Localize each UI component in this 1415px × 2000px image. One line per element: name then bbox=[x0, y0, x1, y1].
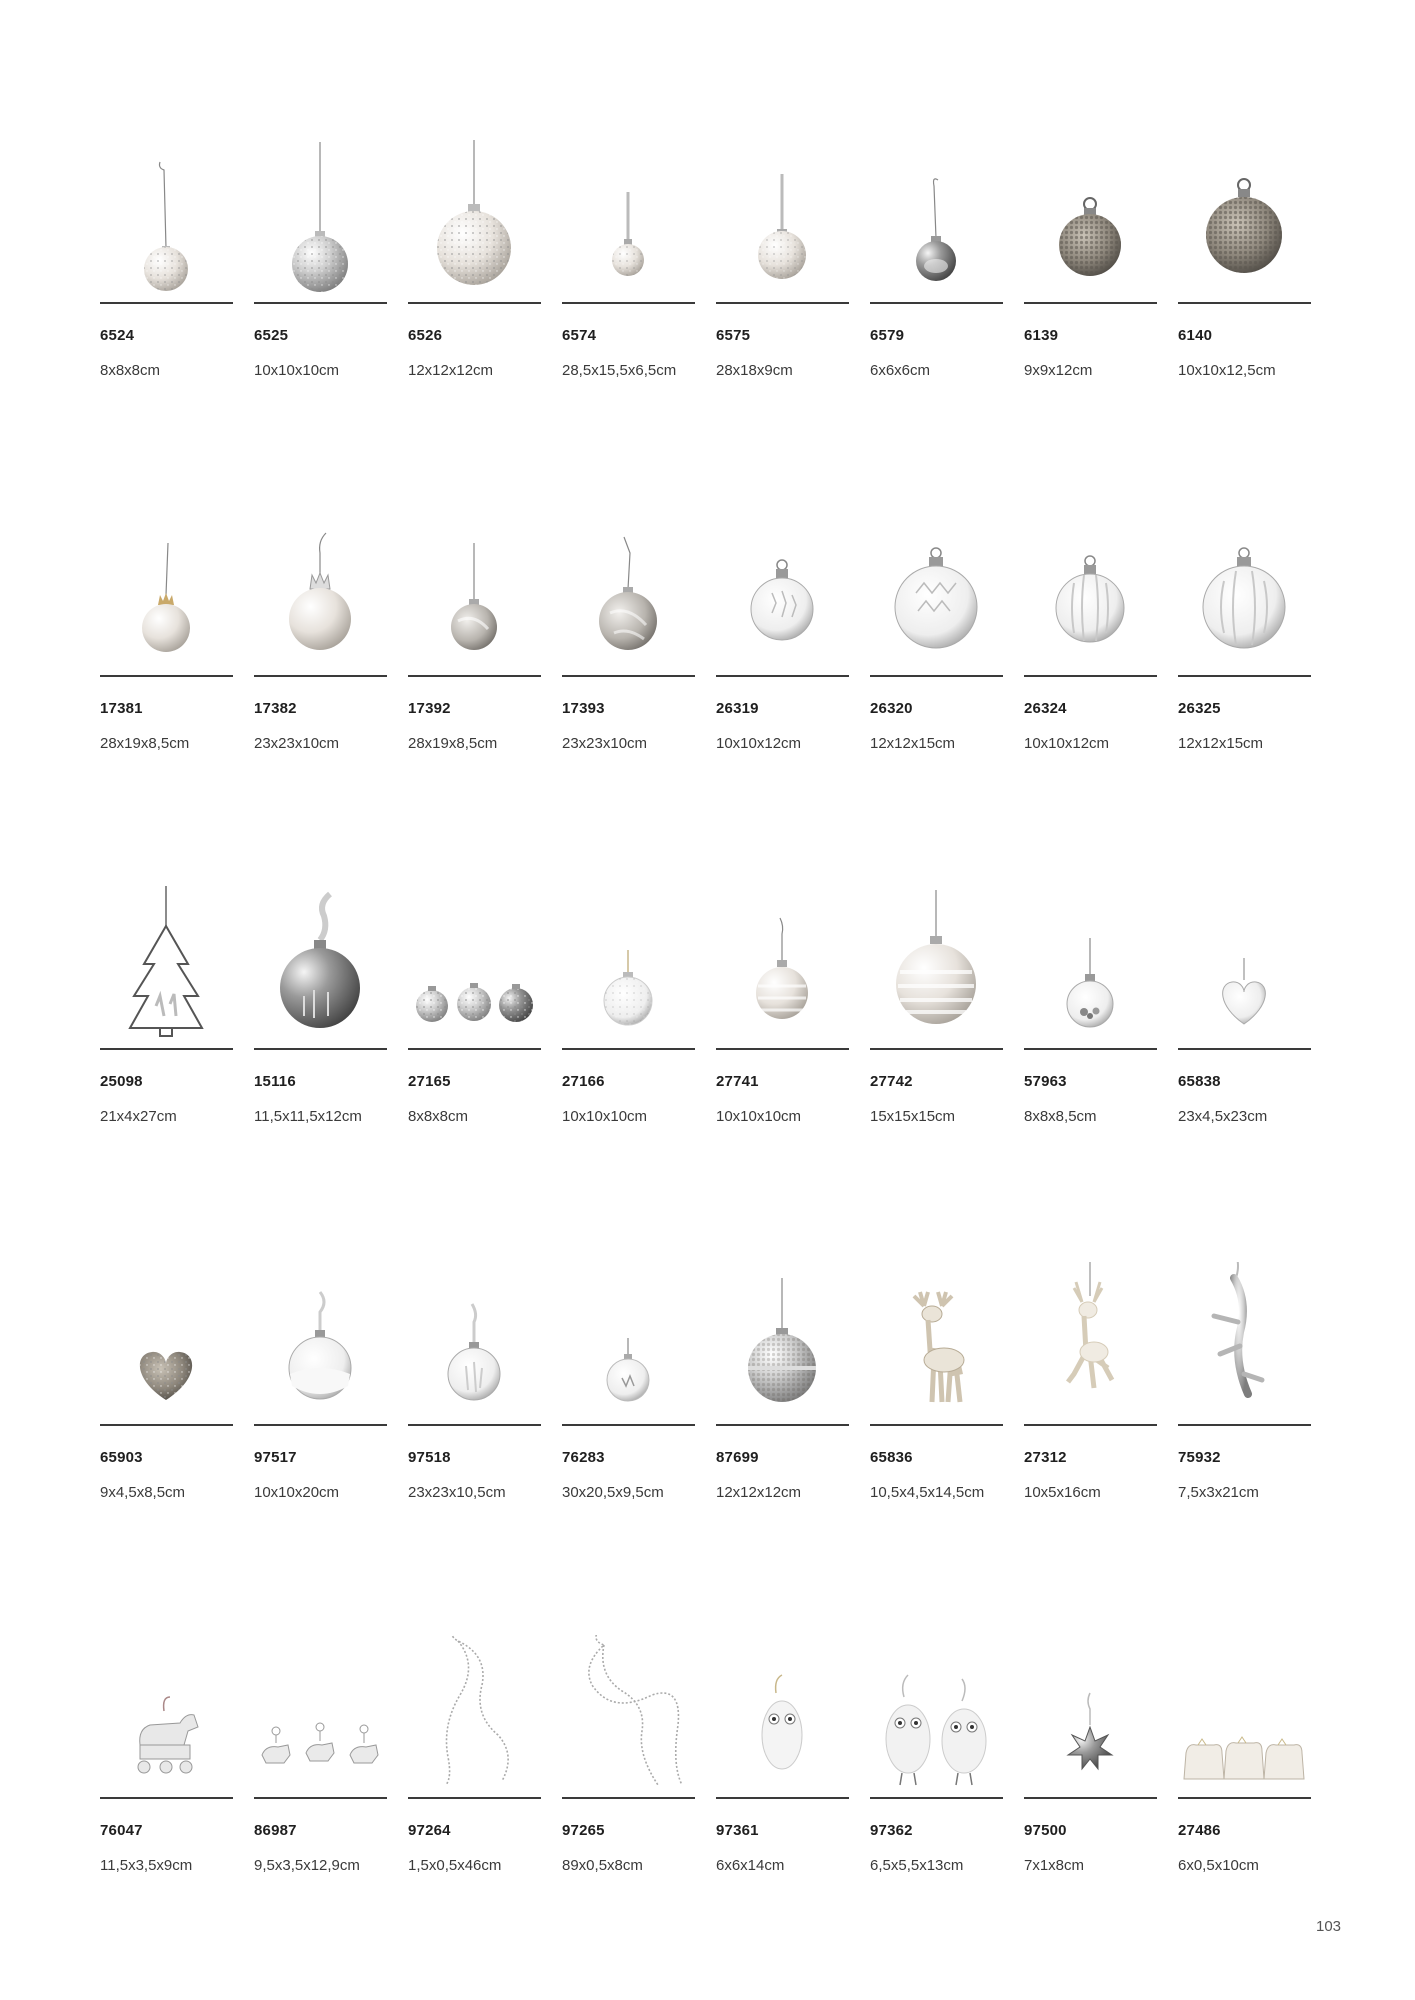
product-row-4 bbox=[0, 1262, 1415, 1562]
product-size: 8x8x8,5cm bbox=[1024, 1108, 1097, 1125]
ball-ornament-icon bbox=[716, 140, 849, 300]
reindeer-ornament-icon bbox=[1024, 1262, 1157, 1422]
product-size: 6x0,5x10cm bbox=[1178, 1857, 1259, 1874]
product-size: 12x12x12cm bbox=[408, 362, 494, 379]
product-size: 15x15x15cm bbox=[870, 1108, 956, 1125]
product-code: 25098 bbox=[100, 1073, 143, 1090]
product-code: 27486 bbox=[1178, 1822, 1221, 1839]
product-code: 86987 bbox=[254, 1822, 297, 1839]
product-code: 97500 bbox=[1024, 1822, 1067, 1839]
product-86987[interactable] bbox=[254, 1635, 387, 1935]
silver-ball-ornament-icon bbox=[254, 886, 387, 1046]
product-size: 10,5x4,5x14,5cm bbox=[870, 1484, 985, 1501]
reindeer-figurine-icon bbox=[870, 1262, 1003, 1422]
product-code: 17382 bbox=[254, 700, 297, 717]
product-code: 97361 bbox=[716, 1822, 759, 1839]
product-97361[interactable] bbox=[716, 1635, 849, 1935]
beaded-ball-ornament-icon bbox=[1178, 140, 1311, 300]
product-code: 27312 bbox=[1024, 1449, 1067, 1466]
product-17381[interactable] bbox=[100, 513, 233, 813]
product-code: 57963 bbox=[1024, 1073, 1067, 1090]
product-row-2 bbox=[0, 513, 1415, 813]
product-size: 89x0,5x8cm bbox=[562, 1857, 643, 1874]
clear-ball-ornament-icon bbox=[1024, 886, 1157, 1046]
product-code: 75932 bbox=[1178, 1449, 1221, 1466]
product-26325[interactable] bbox=[1178, 513, 1311, 813]
glitter-ball-ornament-icon bbox=[254, 140, 387, 300]
product-size: 12x12x15cm bbox=[870, 735, 956, 752]
product-code: 65836 bbox=[870, 1449, 913, 1466]
product-97265[interactable] bbox=[562, 1635, 695, 1935]
product-code: 27166 bbox=[562, 1073, 605, 1090]
product-27742[interactable] bbox=[870, 886, 1003, 1186]
product-row-1 bbox=[0, 140, 1415, 440]
product-97264[interactable] bbox=[408, 1635, 541, 1935]
product-size: 28x18x9cm bbox=[716, 362, 793, 379]
crown-ball-ornament-icon bbox=[100, 513, 233, 673]
product-size: 9x4,5x8,5cm bbox=[100, 1484, 186, 1501]
product-size: 21x4x27cm bbox=[100, 1108, 177, 1125]
product-size: 10x10x10cm bbox=[716, 1108, 802, 1125]
product-code: 6579 bbox=[870, 327, 905, 344]
glitter-ball-ornament-icon bbox=[870, 886, 1003, 1046]
silver-ball-ornament-icon bbox=[716, 1262, 849, 1422]
snow-ball-ornament-icon bbox=[254, 1262, 387, 1422]
product-code: 97264 bbox=[408, 1822, 451, 1839]
product-code: 97265 bbox=[562, 1822, 605, 1839]
product-6139[interactable] bbox=[1024, 140, 1157, 440]
heart-ornament-icon bbox=[1178, 886, 1311, 1046]
product-size: 11,5x11,5x12cm bbox=[254, 1108, 362, 1125]
product-size: 23x23x10cm bbox=[254, 735, 340, 752]
product-code: 65903 bbox=[100, 1449, 143, 1466]
product-size: 1,5x0,5x46cm bbox=[408, 1857, 502, 1874]
frosted-ball-ornament-icon bbox=[562, 886, 695, 1046]
marbled-ball-ornament-icon bbox=[408, 513, 541, 673]
product-17393[interactable] bbox=[562, 513, 695, 813]
product-code: 76283 bbox=[562, 1449, 605, 1466]
product-6574[interactable] bbox=[562, 140, 695, 440]
product-size: 28x19x8,5cm bbox=[408, 735, 498, 752]
owl-pair-ornament-icon bbox=[870, 1635, 1003, 1795]
product-code: 6574 bbox=[562, 327, 597, 344]
product-size: 10x10x20cm bbox=[254, 1484, 340, 1501]
clear-ball-ornament-icon bbox=[716, 513, 849, 673]
product-size: 10x10x10cm bbox=[254, 362, 340, 379]
striped-ball-ornament-icon bbox=[1024, 513, 1157, 673]
product-6575[interactable] bbox=[716, 140, 849, 440]
product-code: 15116 bbox=[254, 1073, 296, 1090]
product-code: 76047 bbox=[100, 1822, 143, 1839]
product-27312[interactable] bbox=[1024, 1262, 1157, 1562]
product-65903[interactable] bbox=[100, 1262, 233, 1562]
bead-garland-icon bbox=[562, 1635, 695, 1795]
product-code: 6140 bbox=[1178, 327, 1213, 344]
product-27166[interactable] bbox=[562, 886, 695, 1186]
product-code: 26325 bbox=[1178, 700, 1221, 717]
product-row-5 bbox=[0, 1635, 1415, 1935]
product-code: 27165 bbox=[408, 1073, 451, 1090]
small-ball-ornament-icon bbox=[562, 140, 695, 300]
product-27486[interactable] bbox=[1178, 1635, 1311, 1935]
product-size: 10x10x12cm bbox=[1024, 735, 1110, 752]
product-75932[interactable] bbox=[1178, 1262, 1311, 1562]
page-number: 103 bbox=[1316, 1918, 1342, 1935]
product-size: 6,5x5,5x13cm bbox=[870, 1857, 964, 1874]
product-code: 6525 bbox=[254, 327, 289, 344]
product-17392[interactable] bbox=[408, 513, 541, 813]
product-size: 10x10x10cm bbox=[562, 1108, 648, 1125]
product-15116[interactable] bbox=[254, 886, 387, 1186]
product-size: 6x6x14cm bbox=[716, 1857, 785, 1874]
product-97500[interactable] bbox=[1024, 1635, 1157, 1935]
product-code: 87699 bbox=[716, 1449, 759, 1466]
glitter-ball-ornament-icon bbox=[100, 140, 233, 300]
product-size: 7x1x8cm bbox=[1024, 1857, 1085, 1874]
product-row-3 bbox=[0, 886, 1415, 1186]
product-code: 26319 bbox=[716, 700, 759, 717]
product-65836[interactable] bbox=[870, 1262, 1003, 1562]
glitter-ball-ornament-icon bbox=[716, 886, 849, 1046]
tree-ornament-icon bbox=[100, 886, 233, 1046]
clear-ball-ornament-icon bbox=[408, 1262, 541, 1422]
product-code: 97362 bbox=[870, 1822, 913, 1839]
product-size: 8x8x8cm bbox=[408, 1108, 469, 1125]
product-code: 6526 bbox=[408, 327, 443, 344]
product-code: 27741 bbox=[716, 1073, 759, 1090]
product-6525[interactable] bbox=[254, 140, 387, 440]
product-26320[interactable] bbox=[870, 513, 1003, 813]
clear-ball-ornament-icon bbox=[870, 513, 1003, 673]
antler-ornament-icon bbox=[1178, 1262, 1311, 1422]
animal-clips-icon bbox=[254, 1635, 387, 1795]
beaded-ball-ornament-icon bbox=[1024, 140, 1157, 300]
product-size: 9x9x12cm bbox=[1024, 362, 1093, 379]
product-code: 27742 bbox=[870, 1073, 913, 1090]
product-code: 6139 bbox=[1024, 327, 1059, 344]
product-27741[interactable] bbox=[716, 886, 849, 1186]
product-17382[interactable] bbox=[254, 513, 387, 813]
product-65838[interactable] bbox=[1178, 886, 1311, 1186]
product-code: 97517 bbox=[254, 1449, 297, 1466]
product-76047[interactable] bbox=[100, 1635, 233, 1935]
product-code: 65838 bbox=[1178, 1073, 1221, 1090]
product-size: 28x19x8,5cm bbox=[100, 735, 190, 752]
product-size: 12x12x15cm bbox=[1178, 735, 1264, 752]
product-57963[interactable] bbox=[1024, 886, 1157, 1186]
product-6524[interactable] bbox=[100, 140, 233, 440]
product-27165[interactable] bbox=[408, 886, 541, 1186]
product-97362[interactable] bbox=[870, 1635, 1003, 1935]
product-code: 6524 bbox=[100, 327, 135, 344]
heart-ornament-icon bbox=[100, 1262, 233, 1422]
product-size: 23x4,5x23cm bbox=[1178, 1108, 1268, 1125]
product-code: 17381 bbox=[100, 700, 143, 717]
crown-ball-ornament-icon bbox=[254, 513, 387, 673]
product-size: 10x10x12,5cm bbox=[1178, 362, 1276, 379]
three-balls-ornament-icon bbox=[408, 886, 541, 1046]
product-26319[interactable] bbox=[716, 513, 849, 813]
marbled-ball-ornament-icon bbox=[562, 513, 695, 673]
product-6140[interactable] bbox=[1178, 140, 1311, 440]
product-code: 17393 bbox=[562, 700, 605, 717]
striped-ball-ornament-icon bbox=[1178, 513, 1311, 673]
gift-bags-icon bbox=[1178, 1635, 1311, 1795]
product-25098[interactable] bbox=[100, 886, 233, 1186]
star-ornament-icon bbox=[1024, 1635, 1157, 1795]
product-76283[interactable] bbox=[562, 1262, 695, 1562]
product-size: 11,5x3,5x9cm bbox=[100, 1857, 193, 1874]
product-size: 8x8x8cm bbox=[100, 362, 161, 379]
product-size: 9,5x3,5x12,9cm bbox=[254, 1857, 360, 1874]
product-size: 6x6x6cm bbox=[870, 362, 931, 379]
product-97517[interactable] bbox=[254, 1262, 387, 1562]
glitter-ball-ornament-icon bbox=[408, 140, 541, 300]
product-6526[interactable] bbox=[408, 140, 541, 440]
product-code: 97518 bbox=[408, 1449, 451, 1466]
mirror-ball-ornament-icon bbox=[870, 140, 1003, 300]
product-size: 23x23x10,5cm bbox=[408, 1484, 506, 1501]
product-size: 30x20,5x9,5cm bbox=[562, 1484, 664, 1501]
owl-ornament-icon bbox=[716, 1635, 849, 1795]
product-size: 7,5x3x21cm bbox=[1178, 1484, 1259, 1501]
rocking-horse-ornament-icon bbox=[100, 1635, 233, 1795]
product-size: 28,5x15,5x6,5cm bbox=[562, 362, 677, 379]
product-code: 17392 bbox=[408, 700, 451, 717]
product-code: 6575 bbox=[716, 327, 751, 344]
product-code: 26320 bbox=[870, 700, 913, 717]
product-code: 26324 bbox=[1024, 700, 1067, 717]
product-87699[interactable] bbox=[716, 1262, 849, 1562]
bead-garland-icon bbox=[408, 1635, 541, 1795]
product-size: 10x10x12cm bbox=[716, 735, 802, 752]
product-size: 10x5x16cm bbox=[1024, 1484, 1101, 1501]
product-97518[interactable] bbox=[408, 1262, 541, 1562]
ball-ornament-icon bbox=[562, 1262, 695, 1422]
product-6579[interactable] bbox=[870, 140, 1003, 440]
product-26324[interactable] bbox=[1024, 513, 1157, 813]
product-size: 12x12x12cm bbox=[716, 1484, 802, 1501]
product-size: 23x23x10cm bbox=[562, 735, 648, 752]
